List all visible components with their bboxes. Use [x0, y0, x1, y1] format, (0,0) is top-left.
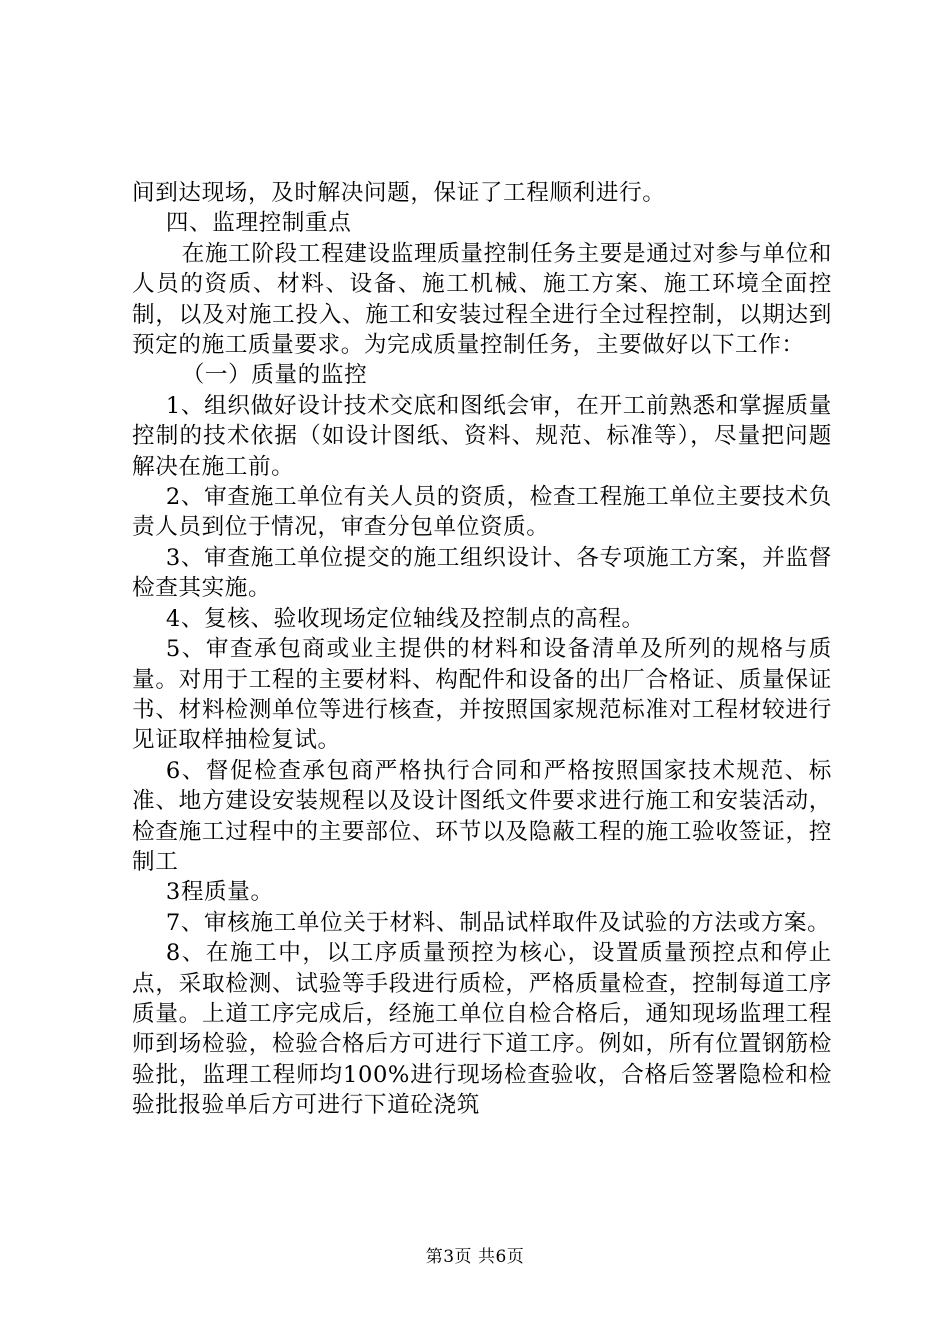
page-footer: 第3页 共6页 [425, 1247, 525, 1267]
paragraph-continuation: 间到达现场，及时解决问题，保证了工程顺利进行。 [132, 180, 666, 206]
list-item-6: 6、督促检查承包商严格执行合同和严格按照国家技术规范、标准、地方建设安装规程以及设计图纸文件要求进行施工和安装活动，检查施工过程中的主要部位、环节以及隐蔽工程的施工验收签证，控制工 [132, 757, 832, 875]
list-item-6-continuation: 3程质量。 [165, 879, 274, 906]
list-item-7: 7、审核施工单位关于材料、制品试样取件及试验的方法或方案。 [165, 909, 831, 936]
list-item-5: 5、审查承包商或业主提供的材料和设备清单及所列的规格与质量。对用于工程的主要材料、构配件和设备的出厂合格证、质量保证书、材料检测单位等进行核查，并按照国家规范标准对工程材较进行见证取样抽检复试。 [132, 636, 832, 754]
document-body [132, 178, 832, 1121]
subsection-heading-quality-monitoring: （一）质量的监控 [181, 362, 368, 389]
list-item-8: 8、在施工中，以工序质量预控为核心，设置质量预控点和停止点，采取检测、试验等手段进行质检，严格质量检查，控制每道工序质量。上道工序完成后，经施工单位自检合格后，通知现场监理工程师到场检验，检验合格后方可进行下道工序。例如，所有位置钢筋检验批，监理工程师均100%进行现场检查验收，合格后签署隐检和检验批报验单后方可进行下道砼浇筑 [132, 940, 832, 1119]
list-item-1: 1、组织做好设计技术交底和图纸会审，在开工前熟悉和掌握质量控制的技术依据（如设计图纸、资料、规范、标准等），尽量把问题解决在施工前。 [132, 392, 832, 480]
list-item-3: 3、审查施工单位提交的施工组织设计、各专项施工方案，并监督检查其实施。 [132, 544, 832, 602]
list-item-2: 2、审查施工单位有关人员的资质，检查工程施工单位主要技术负责人员到位于情况，审查分包单位资质。 [132, 484, 832, 541]
list-item-4: 4、复核、验收现场定位轴线及控制点的高程。 [165, 605, 645, 632]
paragraph-intro: 在施工阶段工程建设监理质量控制任务主要是通过对参与单位和人员的资质、材料、设备、施工机械、施工方案、施工环境全面控制，以及对施工投入、施工和安装过程全进行全过程控制，以期达到预定的施工质量要求。为完成质量控制任务，主要做好以下工作： [132, 240, 832, 359]
section-heading-supervision-focus: 四、监理控制重点 [165, 210, 352, 237]
